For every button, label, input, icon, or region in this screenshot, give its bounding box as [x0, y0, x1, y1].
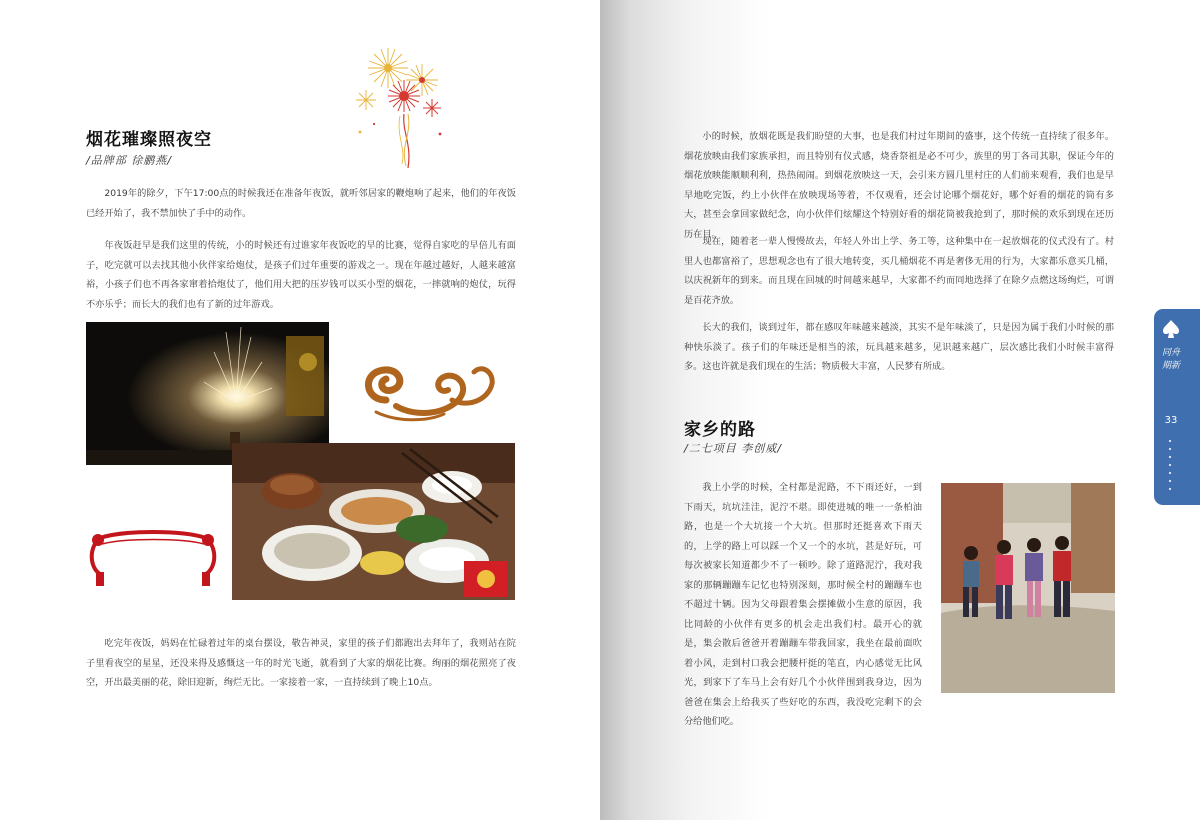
article-title-fireworks: 烟花璀璨照夜空	[86, 130, 212, 150]
hometown-road-paragraph-1: 我上小学的时候，全村都是泥路，不下雨还好，一到下雨天，坑坑洼洼，泥泞不堪。即使进城的唯一一条柏油路，也是一个大坑接一个大坑。但那时还挺喜欢下雨天的，上学的路上可以踩一个又一个的水坑，甚是好玩，可每次被家长知道都少不了一顿吵。除了道路泥泞，我对我家的那辆蹦蹦车记忆也特别深刻，那时候全村的蹦蹦车也不超过十辆。因为父母跟着集会摆摊做小生意的原因，我比同龄的小伙伴有更多的机会走出我们村。最开心的就是，集会散后爸爸开着蹦蹦车带我回家，我坐在最前面吹着小风，走到村口我会把腰杆挺的笔直，内心感觉无比风光，到家下了车马上会有好几个小伙伴围到我身边，因为爸爸在集会上给我买了些好吃的东西，我没吃完剩下的会分给他们吃。	[684, 482, 922, 727]
fireworks-illustration	[350, 44, 450, 172]
auspicious-cloud-ornament	[356, 348, 498, 424]
spade-icon	[1162, 319, 1180, 339]
fireworks-paragraph-1: 2019年的除夕，下午17:00点的时候我还在准备年夜饭，就听邻居家的鞭炮响了起来，他们的年夜饭已经开始了，我不禁加快了手中的动作。	[86, 188, 516, 219]
section-side-tab	[1154, 309, 1200, 505]
page-number: 33	[1164, 415, 1178, 426]
fireworks-paragraph-4: 小的时候，放烟花既是我们盼望的大事，也是我们村过年期间的盛事，这个传统一直持续了很多年。烟花放映由我们家族承担，而且特别有仪式感，烧香祭祖是必不可少，族里的男丁各司其职，保证今年的烟花放映能顺顺利利，热热闹闹。到烟花放映这一天，会引来方圆几里村庄的人们前来观看，我们也是早早地吃完饭，约上小伙伴在放映现场等着，不仅观看，还会讨论哪个烟花好，哪个好看的烟花的筒有多大，甚至会拿回家做纪念，向小伙伴们炫耀这个特别好看的烟花筒被我抢到了，那时候的欢乐到现在还历历在目。	[684, 131, 1114, 240]
column-name-label: 同舟期新	[1162, 348, 1181, 371]
fireworks-paragraph-6: 长大的我们，谈到过年，都在感叹年味越来越淡，其实不是年味淡了，只是因为属于我们小时候的那种快乐淡了。孩子们的年味还是相当的浓，玩具越来越多，见识越来越广，层次感比我们小时候丰富得多。这也许就是我们现在的生活；物质极大丰富，人民梦有所成。	[684, 322, 1114, 372]
fireworks-paragraph-2: 年夜饭赶早是我们这里的传统，小的时候还有过谁家年夜饭吃的早的比赛，觉得自家吃的早倍儿有面子，吃完就可以去找其他小伙伴家给炮仗，是孩子们过年重要的游戏之一。现在年越过越好，人越来越富裕，小孩子们也不再各家窜着拾炮仗了，他们用大把的压岁钱可以买小型的烟花，一摔就响的炮仗，玩得不亦乐乎；而长大的我们也有了新的过年游戏。	[86, 240, 516, 310]
new-year-dinner-photo	[232, 443, 515, 600]
red-scroll-frame-ornament	[84, 528, 222, 586]
fireworks-paragraph-3: 吃完年夜饭，妈妈在忙碌着过年的桌台摆设，敬告神灵，家里的孩子们都跑出去拜年了，我则站在院子里看夜空的星星，还没来得及感慨这一年的时光飞逝，就看到了大家的烟花比赛。绚丽的烟花照亮了夜空，开出最美丽的花，除旧迎新，绚烂无比。一家接着一家，一直持续到了晚上10点。	[86, 638, 516, 688]
fireworks-paragraph-5: 现在，随着老一辈人慢慢故去，年轻人外出上学、务工等，这种集中在一起放烟花的仪式没有了。村里人也都富裕了，思想观念也有了很大地转变，买几桶烟花不再是奢侈无用的行为，大家都乐意买几桶，以庆祝新年的到来。而且现在回城的时间越来越早，大家都不约而同地选择了在除夕点燃这场绚烂，可谓是百花齐放。	[684, 236, 1114, 306]
children-walking-photo	[941, 483, 1115, 693]
article-byline-fireworks: /品牌部 徐鹏燕/	[86, 154, 172, 167]
right-page	[600, 0, 1200, 820]
decorative-dots	[1168, 437, 1172, 495]
article-byline-hometown-road: /二七项目 李创威/	[684, 442, 782, 455]
article-title-hometown-road: 家乡的路	[684, 420, 756, 440]
